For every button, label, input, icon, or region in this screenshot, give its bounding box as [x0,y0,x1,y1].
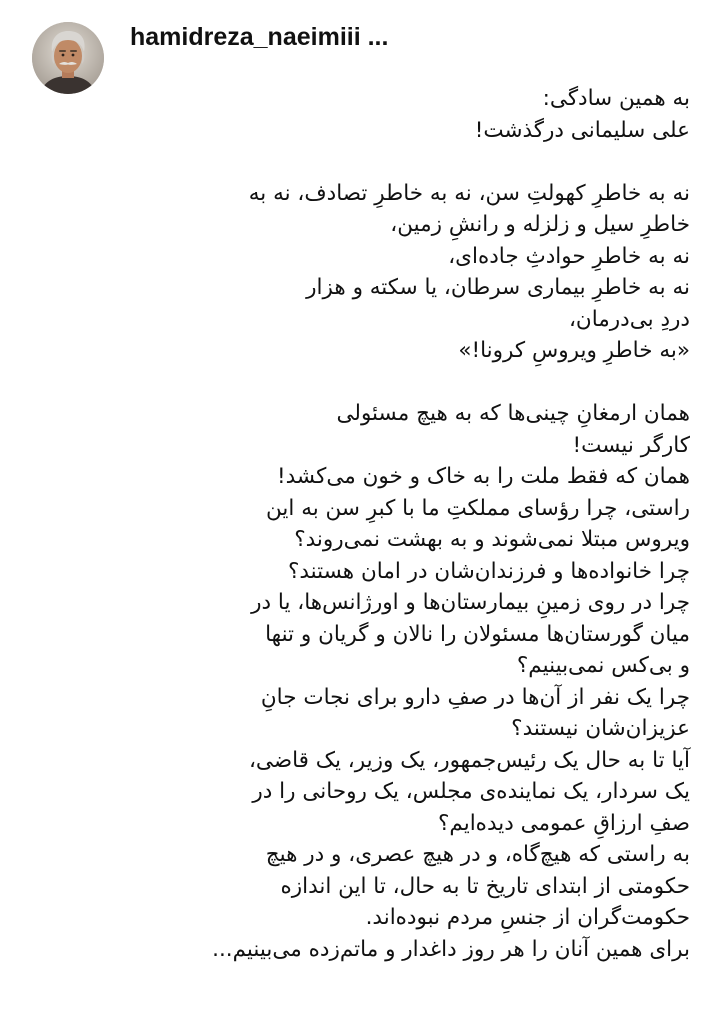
caption-line: حکومتی از ابتدای تاریخ تا به حال، تا این اندازه [280,873,690,899]
caption-line: نه به خاطرِ کهولتِ سن، نه به خاطرِ تصادف، نه به [248,180,690,206]
caption-line: برای همین آنان را هر روز داغدار و ماتم‌زده می‌بینیم... [212,936,690,962]
caption-line: همان که فقط ملت را به خاک و خون می‌کشد! [277,464,690,489]
caption-blank-line [110,367,690,399]
caption-line: «به خاطرِ ویروسِ کرونا!» [458,338,690,363]
caption-line: نه به خاطرِ حوادثِ جاده‌ای، [448,243,690,269]
caption-line: کارگر نیست! [572,432,690,458]
caption-line: میان گورستان‌ها مسئولان را نالان و گریان و تنها [265,621,690,647]
caption-line: ویروس مبتلا نمی‌شوند و به بهشت نمی‌روند؟ [294,527,690,552]
caption-line: چرا در روی زمینِ بیمارستان‌ها و اورژانس‌ها، یا در [251,590,690,615]
caption-line: به همین سادگی: [542,86,690,111]
caption-line: عزیزان‌شان نیستند؟ [511,716,690,741]
user-avatar[interactable] [32,22,104,94]
caption-line: علی سلیمانی درگذشت! [474,117,690,143]
caption-line: خاطرِ سیل و زلزله و رانشِ زمین، [390,212,690,237]
caption-line: حکومت‌گران از جنسِ مردم نبوده‌اند. [365,905,690,930]
caption-line: راستی، چرا رؤسای مملکتِ ما با کبرِ سن به این [266,495,690,521]
caption-line: همان ارمغانِ چینی‌ها که به هیچ مسئولی [336,401,690,426]
caption-line: چرا یک نفر از آن‌ها در صفِ دارو برای نجات جانِ [260,684,690,710]
caption-line: و بی‌کس نمی‌بینیم؟ [516,653,690,678]
caption-line: چرا خانواده‌ها و فرزندان‌شان در امان هستند؟ [287,558,690,584]
profile-photo-avatar-icon [32,22,104,94]
caption-line: آیا تا به حال یک رئیس‌جمهور، یک وزیر، یک قاضی، [248,747,690,773]
post-caption [110,83,690,965]
caption-line: صفِ ارزاقِ عمومی دیده‌ایم؟ [438,810,690,836]
post-username[interactable]: hamidreza_naeimiii ... [130,23,389,51]
caption-line: به راستی که هیچ‌گاه، و در هیچ عصری، و در هیچ [265,842,690,867]
caption-blank-line [110,146,690,178]
caption-line: نه به خاطرِ بیماری سرطان، یا سکته و هزار [306,275,690,300]
caption-line: یک سردار، یک نماینده‌ی مجلس، یک روحانی را در [252,779,690,804]
caption-line: دردِ بی‌درمان، [568,306,690,332]
